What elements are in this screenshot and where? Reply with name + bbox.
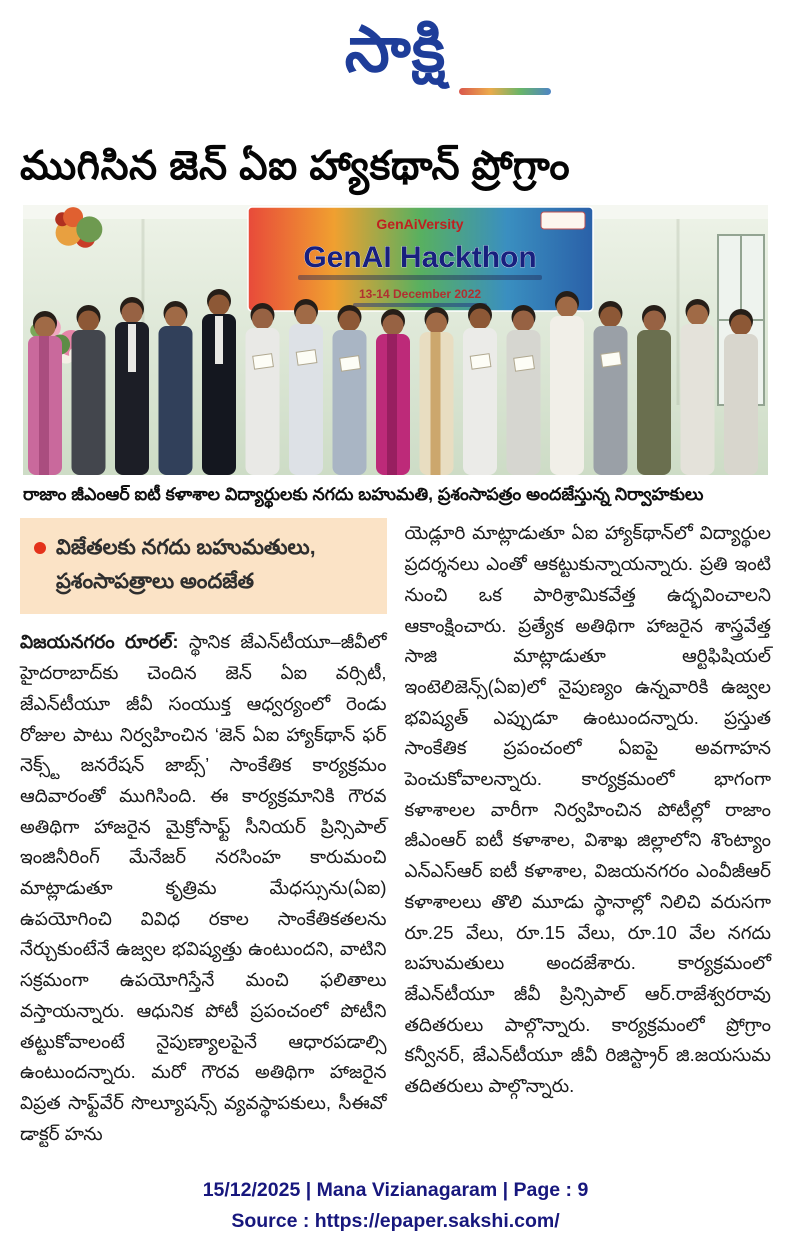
highlight-text: విజేతలకు నగదు బహుమతులు, ప్రశంసాపత్రాలు అందజేత <box>56 536 316 594</box>
photo-caption: రాజాం జీఎంఆర్ ఐటీ కళాశాల విద్యార్థులకు నగదు బహుమతి, ప్రశంసాపత్రం అందజేస్తున్న నిర్వాహకులు <box>23 483 704 504</box>
person <box>550 291 584 475</box>
banner-brand-text: GenAiVersity <box>376 215 464 232</box>
column-right <box>405 518 772 1149</box>
person <box>115 297 149 475</box>
certificate <box>296 349 317 365</box>
people-row <box>28 286 758 475</box>
person <box>202 289 236 475</box>
certificate <box>470 353 491 369</box>
bullet-icon <box>34 542 46 554</box>
footer-source-line: Source : https://epaper.sakshi.com/ <box>231 1209 560 1232</box>
person <box>463 303 497 475</box>
page-footer <box>0 1175 791 1235</box>
newspaper-masthead <box>0 0 791 104</box>
certificate <box>514 355 535 371</box>
person <box>289 299 323 475</box>
dateline: విజయనగరం రూరల్: <box>20 631 179 653</box>
banner-date-text: 13-14 December 2022 <box>358 286 482 301</box>
banner-tagline-blur <box>298 275 542 280</box>
photo-banner <box>248 207 593 311</box>
article-headline: ముగిసిన జెన్ ఏఐ హ్యాకథాన్ ప్రోగ్రాం <box>20 144 571 188</box>
person <box>246 303 280 475</box>
logo-rainbow-swoosh <box>459 88 551 95</box>
article-body-col2: యెడ్లూరి మాట్లాడుతూ ఏఐ హ్యాక్‌థాన్‌లో విద్యార్థుల ప్రదర్శనలు ఎంతో ఆకట్టుకున్నాయన్నారు. ప్రతి ఇంటి నుంచి ఒక పారిశ్రామికవేత్త ఉద్భవించాలని ఆకాంక్షించారు. ప్రత్యేక అతిథిగా హాజరైన శాస్త్రవేత్త సాజి మాట్లాడుతూ ఆర్టిఫిషియల్ ఇంటెలిజెన్స్(ఏఐ)లో నైపుణ్యం ఉన్నవారికి ఉజ్వల భవిష్యత్ ఎప్పుడూ ఉంటుందన్నారు. ప్రస్తుత సాంకేతిక ప్రపంచంలో ఏఐపై అవగాహన పెంచుకోవాలన్నారు. కార్యక్రమంలో భాగంగా కళాశాలల వారీగా నిర్వహించిన పోటీల్లో రాజాం జీఎంఆర్ ఐటీ కళాశాల, విశాఖ జిల్లాలోని శొంట్యాం ఎన్ఎస్ఆర్ ఐటీ కళాశాల, విజయనగరం ఎంవీజీఆర్ కళాశాలలు తొలి మూడు స్థానాల్లో నిలిచి వరుసగా రూ.25 వేలు, రూ.15 వేలు, రూ.10 వేల నగదు బహుమతులు అందజేశారు. కార్యక్రమంలో జేఎన్‌టీయూ జీవీ ప్రిన్సిపాల్ ఆర్.రాజేశ్వరరావు తదితరులు పాల్గొన్నారు. కార్యక్రమంలో ప్రోగ్రాం కన్వీనర్, జేఎన్‌టీయూ జీవీ రిజిస్ట్రార్ జి.జయసుమ తదితరులు పాల్గొన్నారు. <box>404 522 771 1097</box>
banner-venue-blur <box>353 303 487 307</box>
event-photo-scene <box>23 205 768 475</box>
article-columns <box>20 518 771 1149</box>
article-body-col1 <box>20 627 387 1149</box>
body-text-col1: స్థానిక జేఎన్‌టీయూ–జీవీలో హైదరాబాద్‌కు చెందిన జెన్ ఏఐ వర్సిటీ, జేఎన్‌టీయూ జీవీ సంయుక్త ఆధ్వర్యంలో రెండు రోజుల పాటు నిర్వహించిన ‘జెన్ ఏఐ హ్యాక్‌థాన్ ఫర్ నెక్స్ట్ జనరేషన్ జాబ్స్’ సాంకేతిక కార్యక్రమం ఆదివారంతో ముగిసింది. ఈ కార్యక్రమానికి గౌరవ అతిథిగా హాజరైన మైక్రోసాఫ్ట్ సీనియర్ ప్రిన్సిపాల్ ఇంజినీరింగ్ మేనేజర్ నరసింహ కారుమంచి మాట్లాడుతూ కృత్రిమ మేధస్సును(ఏఐ) ఉపయోగించి వివిధ రకాల సాంకేతికతలను నేర్చుకుంటేనే ఉజ్వల భవిష్యత్తు ఉంటుందని, వాటిని సక్రమంగా ఉపయోగిస్తేనే మంచి ఫలితాలు వస్తాయన్నారు. ఆధునిక పోటీ ప్రపంచంలో పోటీని తట్టుకోవాలంటే నైపుణ్యాలపైనే ఆధారపడాల్సి ఉంటుందన్నారు. మరో గౌరవ అతిథిగా హాజరైన విప్రత సాఫ్ట్‌వేర్ సొల్యూషన్స్ వ్యవస్థాపకులు, సీఈవో డాక్టర్ హను <box>20 631 387 1144</box>
column-left <box>20 518 387 1149</box>
banner-logo-chip <box>541 212 585 229</box>
person <box>594 301 628 475</box>
banner-title-text: GenAI Hackthon <box>303 240 537 274</box>
footer-edition-line: 15/12/2025 | Mana Vizianagaram | Page : 9 <box>202 1179 589 1202</box>
person <box>681 299 715 475</box>
person <box>159 301 193 475</box>
event-photo <box>23 205 768 475</box>
certificate <box>601 351 622 367</box>
highlight-box <box>20 518 387 614</box>
sakshi-logo: సాక్షి <box>344 13 447 85</box>
certificate <box>253 353 274 369</box>
certificate <box>340 355 361 371</box>
